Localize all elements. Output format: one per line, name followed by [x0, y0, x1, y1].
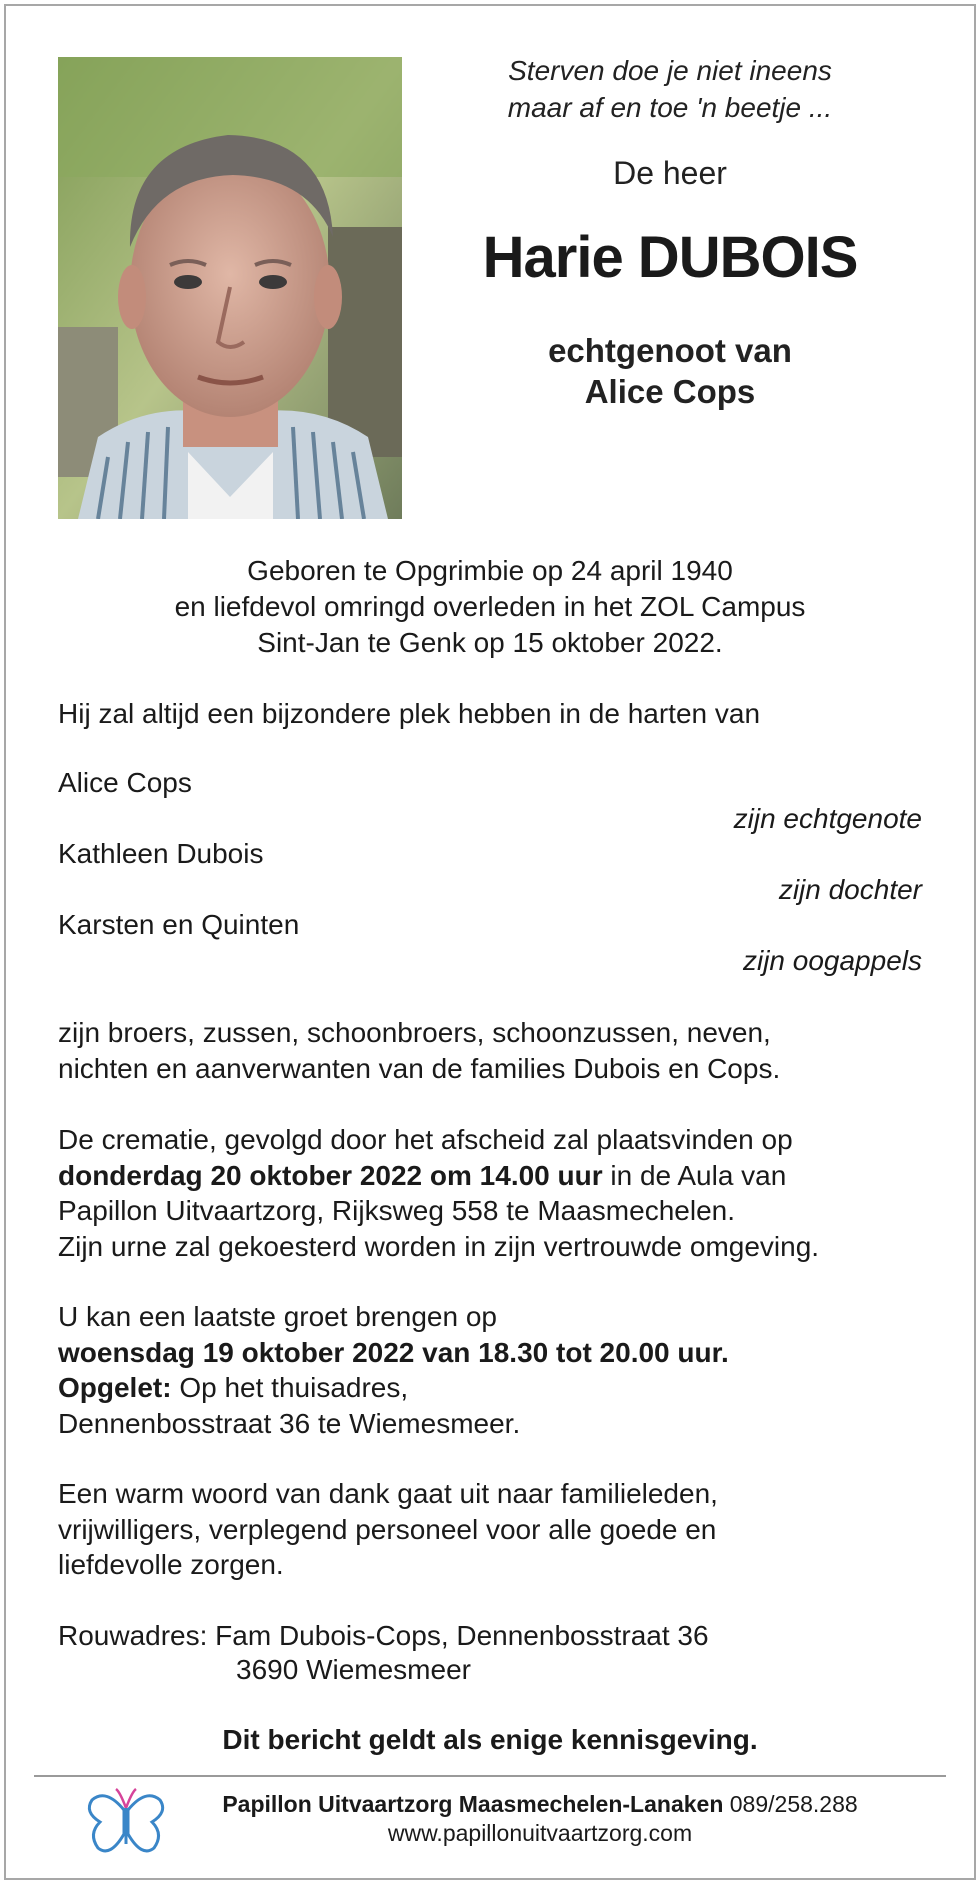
thanks-block	[58, 1476, 928, 1583]
quote-line-1: Sterven doe je niet ineens	[508, 55, 832, 86]
cremation-block	[58, 1122, 928, 1264]
portrait-photo	[58, 57, 402, 519]
cremation-location-start: in de Aula van	[602, 1159, 787, 1191]
butterfly-icon	[86, 1786, 166, 1858]
spouse-line-1: echtgenoot van	[548, 332, 792, 369]
visit-address: Dennenbosstraat 36 te Wiemesmeer.	[58, 1407, 521, 1439]
deceased-name: Harie DUBOIS	[482, 225, 858, 290]
birth-death-block	[60, 553, 920, 661]
relative-name: Kathleen Dubois	[58, 838, 264, 869]
visit-date: woensdag 19 oktober 2022 van 18.30 tot 20.00 uur.	[58, 1336, 729, 1368]
attention-text: Op het thuisadres,	[171, 1372, 409, 1403]
mourning-address-line-1: Rouwadres: Fam Dubois-Cops, Dennenbosstraat 36	[58, 1620, 709, 1651]
spouse-block	[430, 330, 910, 412]
relative-role: zijn echtgenote	[733, 803, 922, 834]
title: De heer	[613, 155, 727, 191]
relative-name: Alice Cops	[58, 767, 192, 798]
attention-label: Opgelet:	[58, 1372, 172, 1403]
spouse-line-2: Alice Cops	[584, 373, 756, 410]
company-phone: 089/258.288	[723, 1791, 858, 1817]
quote-line-2: maar af en toe 'n beetje ...	[507, 92, 833, 123]
birth-death-line-3: Sint-Jan te Genk op 15 oktober 2022.	[257, 627, 723, 658]
visit-line-1: U kan een laatste groet brengen op	[58, 1301, 497, 1332]
cremation-line-2	[58, 1158, 928, 1194]
footer	[180, 1790, 900, 1848]
quote	[430, 52, 910, 126]
thanks-line-1: Een warm woord van dank gaat uit naar familieleden,	[58, 1478, 718, 1509]
company-website[interactable]: www.papillonuitvaartzorg.com	[387, 1820, 693, 1846]
relative-name: Karsten en Quinten	[58, 909, 300, 940]
family-line-1: zijn broers, zussen, schoonbroers, schoonzussen, neven,	[58, 1017, 771, 1048]
mourning-address-line-2: 3690 Wiemesmeer	[236, 1654, 471, 1685]
footer-divider	[34, 1775, 946, 1777]
visit-block	[58, 1299, 928, 1441]
family-block	[58, 1015, 928, 1086]
visit-line-3	[58, 1370, 928, 1406]
cremation-line-4: Zijn urne zal gekoesterd worden in zijn vertrouwde omgeving.	[58, 1230, 820, 1262]
footer-company	[180, 1790, 900, 1819]
birth-death-line-2: en liefdevol omringd overleden in het ZOL Campus	[174, 591, 806, 622]
company-name: Papillon Uitvaartzorg Maasmechelen-Lanaken	[222, 1791, 724, 1817]
cremation-line-1: De crematie, gevolgd door het afscheid zal plaatsvinden op	[58, 1124, 793, 1155]
thanks-line-2: vrijwilligers, verplegend personeel voor alle goede en	[58, 1513, 717, 1545]
birth-death-line-1: Geboren te Opgrimbie op 24 april 1940	[247, 555, 733, 586]
thanks-line-3: liefdevolle zorgen.	[58, 1549, 284, 1580]
intro-text: Hij zal altijd een bijzondere plek hebben in de harten van	[58, 698, 761, 729]
relative-role: zijn oogappels	[742, 945, 922, 976]
cremation-date: donderdag 20 oktober 2022 om 14.00 uur	[58, 1159, 603, 1191]
relative-role: zijn dochter	[778, 874, 922, 905]
cremation-line-3: Papillon Uitvaartzorg, Rijksweg 558 te Maasmechelen.	[58, 1195, 735, 1226]
family-line-2: nichten en aanverwanten van de families Dubois en Cops.	[58, 1052, 781, 1084]
notice: Dit bericht geldt als enige kennisgeving.	[222, 1724, 758, 1755]
